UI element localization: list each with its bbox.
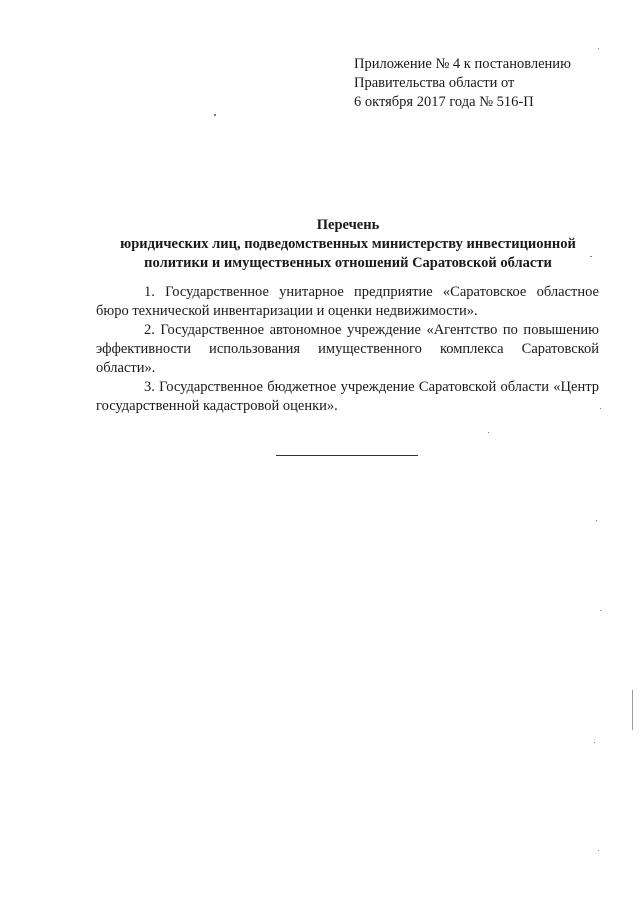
list-item-3: 3. Государственное бюджетное учреждение Саратовской области «Центр государственной кадастровой оценки». [96,379,599,414]
title-line-2: юридических лиц, подведомственных министерству инвестиционной [120,236,576,252]
appendix-line-1: Приложение № 4 к постановлению [354,56,571,72]
scan-speck [214,114,216,116]
title-line-3: политики и имущественных отношений Саратовской области [144,255,552,271]
document-title [96,216,600,273]
entity-list [96,283,599,416]
scan-speck [600,610,601,611]
scan-speck [598,48,599,49]
scan-edge-mark [632,690,633,730]
scan-speck [598,850,599,851]
appendix-line-2: Правительства области от [354,75,515,91]
scan-speck [590,256,592,257]
closing-separator-line [276,455,418,456]
scan-speck [594,742,595,743]
list-item-1: 1. Государственное унитарное предприятие «Саратовское областное бюро технической инвентаризации и оценки недвижимости». [96,284,599,319]
scan-speck [600,408,601,409]
scan-speck [488,432,489,433]
title-heading: Перечень [316,217,380,233]
appendix-line-3: 6 октября 2017 года № 516-П [354,94,534,110]
scan-speck [596,520,597,521]
appendix-header [354,55,614,112]
list-item-2: 2. Государственное автономное учреждение «Агентство по повышению эффективности использования имущественного комплекса Саратовской области». [96,322,599,376]
